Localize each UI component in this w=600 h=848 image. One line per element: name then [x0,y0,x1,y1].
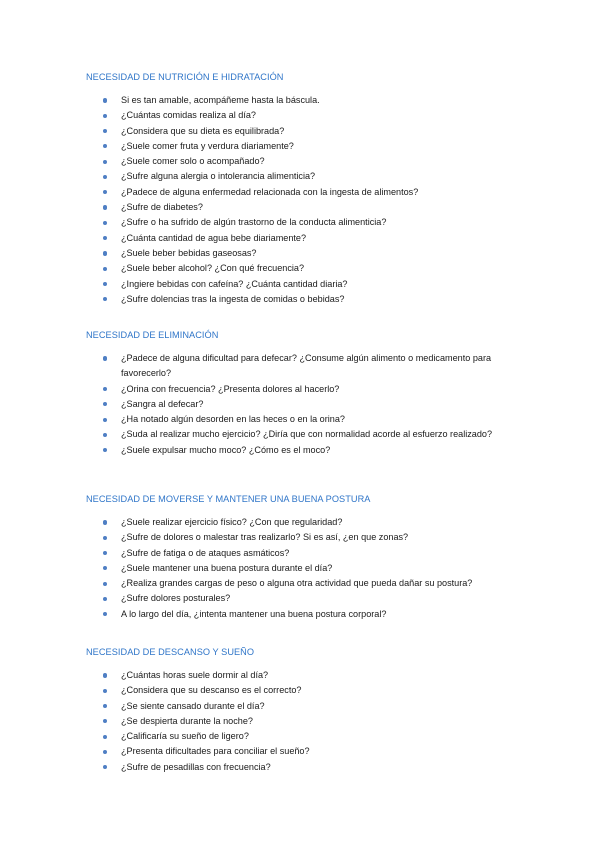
list-item [86,546,526,561]
list-item [86,108,526,123]
question-list [86,351,526,458]
bullet-icon [103,402,107,406]
bullet-icon [103,689,107,693]
list-item [86,576,526,591]
list-item [86,124,526,139]
question-text: ¿Cuántas horas suele dormir al día? [121,670,269,680]
list-item [86,277,526,292]
bullet-icon [103,98,107,102]
section-movimiento [86,494,526,622]
question-text: ¿Cuántas comidas realiza al día? [121,110,256,121]
bullet-icon [103,236,107,240]
list-item [86,427,526,442]
question-text: ¿Sufre de fatiga o de ataques asmáticos? [121,547,290,558]
question-text: ¿Considera que su descanso es el correcto? [121,685,302,696]
bullet-icon [103,448,107,452]
bullet-icon [103,719,107,723]
section-eliminacion [86,330,526,458]
list-item [86,607,526,622]
bullet-icon [103,765,107,769]
question-text: ¿Sufre de pesadillas con frecuencia? [121,761,271,772]
question-text: ¿Suele beber alcohol? ¿Con qué frecuencia? [121,263,305,274]
question-text: ¿Calificaría su sueño de ligero? [121,731,249,742]
list-item [86,760,526,775]
list-item [86,292,526,307]
list-item [86,714,526,729]
question-text: ¿Suda al realizar mucho ejercicio? ¿Diría que con normalidad acorde al esfuerzo realizado? [121,429,493,440]
bullet-icon [103,551,107,555]
list-item [86,185,526,200]
question-text: ¿Suele comer solo o acompañado? [121,156,265,167]
bullet-icon [103,520,107,524]
question-text: ¿Suele expulsar mucho moco? ¿Cómo es el moco? [121,444,331,455]
section-nutricion [86,72,526,307]
list-item [86,231,526,246]
list-item [86,215,526,230]
bullet-icon [103,597,107,601]
list-item [86,561,526,576]
section-title: NECESIDAD DE ELIMINACIÓN [86,330,219,340]
list-item [86,351,526,382]
question-text: ¿Suele comer fruta y verdura diariamente? [121,140,294,151]
bullet-icon [103,750,107,754]
list-item [86,397,526,412]
question-text: ¿Suele beber bebidas gaseosas? [121,247,257,258]
list-item [86,668,526,683]
list-item [86,93,526,108]
list-item [86,515,526,530]
bullet-icon [103,387,107,391]
bullet-icon [103,673,107,677]
bullet-icon [103,536,107,540]
section-title: NECESIDAD DE NUTRICIÓN E HIDRATACIÓN [86,72,284,82]
question-text: ¿Padece de alguna enfermedad relacionada con la ingesta de alimentos? [121,186,419,197]
list-item [86,443,526,458]
list-item [86,699,526,714]
bullet-icon [103,175,107,179]
bullet-icon [103,735,107,739]
list-item [86,591,526,606]
question-text: ¿Considera que su dieta es equilibrada? [121,125,285,136]
bullet-icon [103,190,107,194]
bullet-icon [103,704,107,708]
question-text: ¿Cuánta cantidad de agua bebe diariamente? [121,232,307,243]
bullet-icon [103,129,107,133]
bullet-icon [103,251,107,255]
list-item [86,729,526,744]
list-item [86,683,526,698]
bullet-icon [103,114,107,118]
question-text: ¿Sufre alguna alergia o intolerancia alimenticia? [121,171,316,182]
bullet-icon [103,356,107,360]
question-text: ¿Sufre dolores posturales? [121,593,231,604]
bullet-icon [103,144,107,148]
section-title: NECESIDAD DE DESCANSO Y SUEÑO [86,647,255,657]
question-list [86,515,526,622]
bullet-icon [103,566,107,570]
bullet-icon [103,221,107,225]
question-text: ¿Presenta dificultades para conciliar el sueño? [121,746,310,757]
question-text: ¿Sangra al defecar? [121,398,204,409]
list-item [86,246,526,261]
list-item [86,530,526,545]
question-list [86,668,526,775]
question-text: ¿Padece de alguna dificultad para defecar? ¿Consume algún alimento o medicamento para favorecerlo? [121,353,492,379]
bullet-icon [103,205,107,209]
question-text: ¿Sufre dolencias tras la ingesta de comidas o bebidas? [121,293,345,304]
question-text: ¿Se siente cansado durante el día? [121,700,265,711]
list-item [86,412,526,427]
list-item [86,169,526,184]
question-text: Si es tan amable, acompáñeme hasta la báscula. [121,95,320,105]
question-text: ¿Suele realizar ejercicio físico? ¿Con que regularidad? [121,517,343,527]
section-title: NECESIDAD DE MOVERSE Y MANTENER UNA BUENA POSTURA [86,494,371,504]
bullet-icon [103,418,107,422]
question-text: ¿Realiza grandes cargas de peso o alguna otra actividad que pueda dañar su postura? [121,578,473,589]
question-text: ¿Ha notado algún desorden en las heces o en la orina? [121,414,345,425]
question-text: ¿Sufre o ha sufrido de algún trastorno de la conducta alimenticia? [121,217,387,228]
list-item [86,261,526,276]
bullet-icon [103,160,107,164]
question-text: ¿Orina con frecuencia? ¿Presenta dolores al hacerlo? [121,383,340,394]
bullet-icon [103,282,107,286]
question-text: A lo largo del día, ¿intenta mantener una buena postura corporal? [121,608,387,619]
bullet-icon [103,433,107,437]
bullet-icon [103,612,107,616]
bullet-icon [103,297,107,301]
list-item [86,200,526,215]
question-text: ¿Ingiere bebidas con cafeína? ¿Cuánta cantidad diaria? [121,278,348,289]
question-text: ¿Se despierta durante la noche? [121,715,253,726]
list-item [86,154,526,169]
section-descanso [86,647,526,775]
list-item [86,744,526,759]
bullet-icon [103,267,107,271]
list-item [86,382,526,397]
question-text: ¿Suele mantener una buena postura durante el día? [121,562,333,573]
question-list [86,93,526,307]
question-text: ¿Sufre de dolores o malestar tras realizarlo? Si es así, ¿en que zonas? [121,532,409,543]
bullet-icon [103,582,107,586]
list-item [86,139,526,154]
question-text: ¿Sufre de diabetes? [121,202,203,213]
